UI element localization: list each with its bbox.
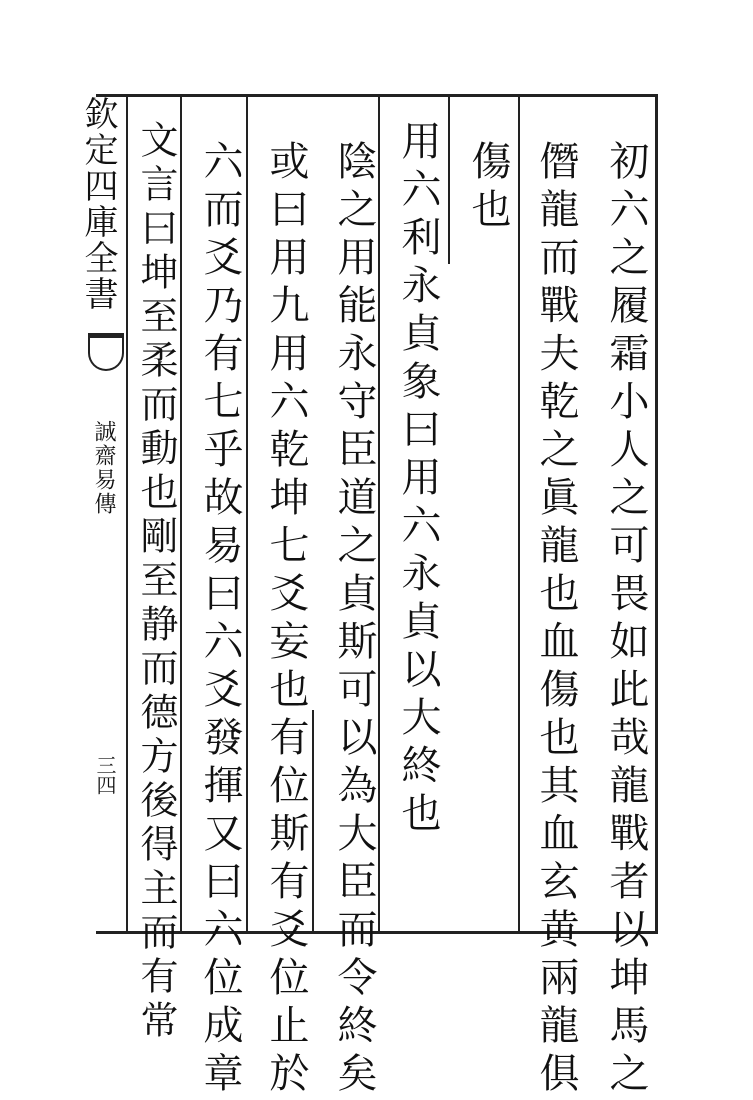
book-title: 誠齋易傳 — [91, 420, 116, 516]
text-column-8: 文言曰坤至柔而動也剛至静而德方後得主而有常 — [134, 120, 178, 1044]
text-column-1: 初六之履霜小人之可畏如此哉龍戰者以坤馬之 — [603, 140, 649, 1100]
collection-title: 欽定四庫全書 — [78, 96, 118, 312]
page-number: 三四 — [93, 755, 117, 795]
text-column-5: 陰之用能永守臣道之貞斯可以為大臣而令終矣 — [331, 140, 377, 1100]
text-column-2: 僭龍而戰夫乾之眞龍也血傷也其血玄黄兩龍俱 — [533, 140, 579, 1100]
text-column-4: 用六利永貞象曰用六永貞以大終也 — [395, 120, 441, 840]
column-divider — [518, 96, 520, 932]
text-column-6: 或曰用九用六乾坤七爻妄也有位斯有爻位止於 — [263, 140, 309, 1100]
text-column-7: 六而爻乃有七乎故易曰六爻發揮又曰六位成章 — [197, 140, 243, 1100]
text-column-3: 傷也 — [465, 140, 511, 236]
column-divider — [448, 96, 450, 264]
